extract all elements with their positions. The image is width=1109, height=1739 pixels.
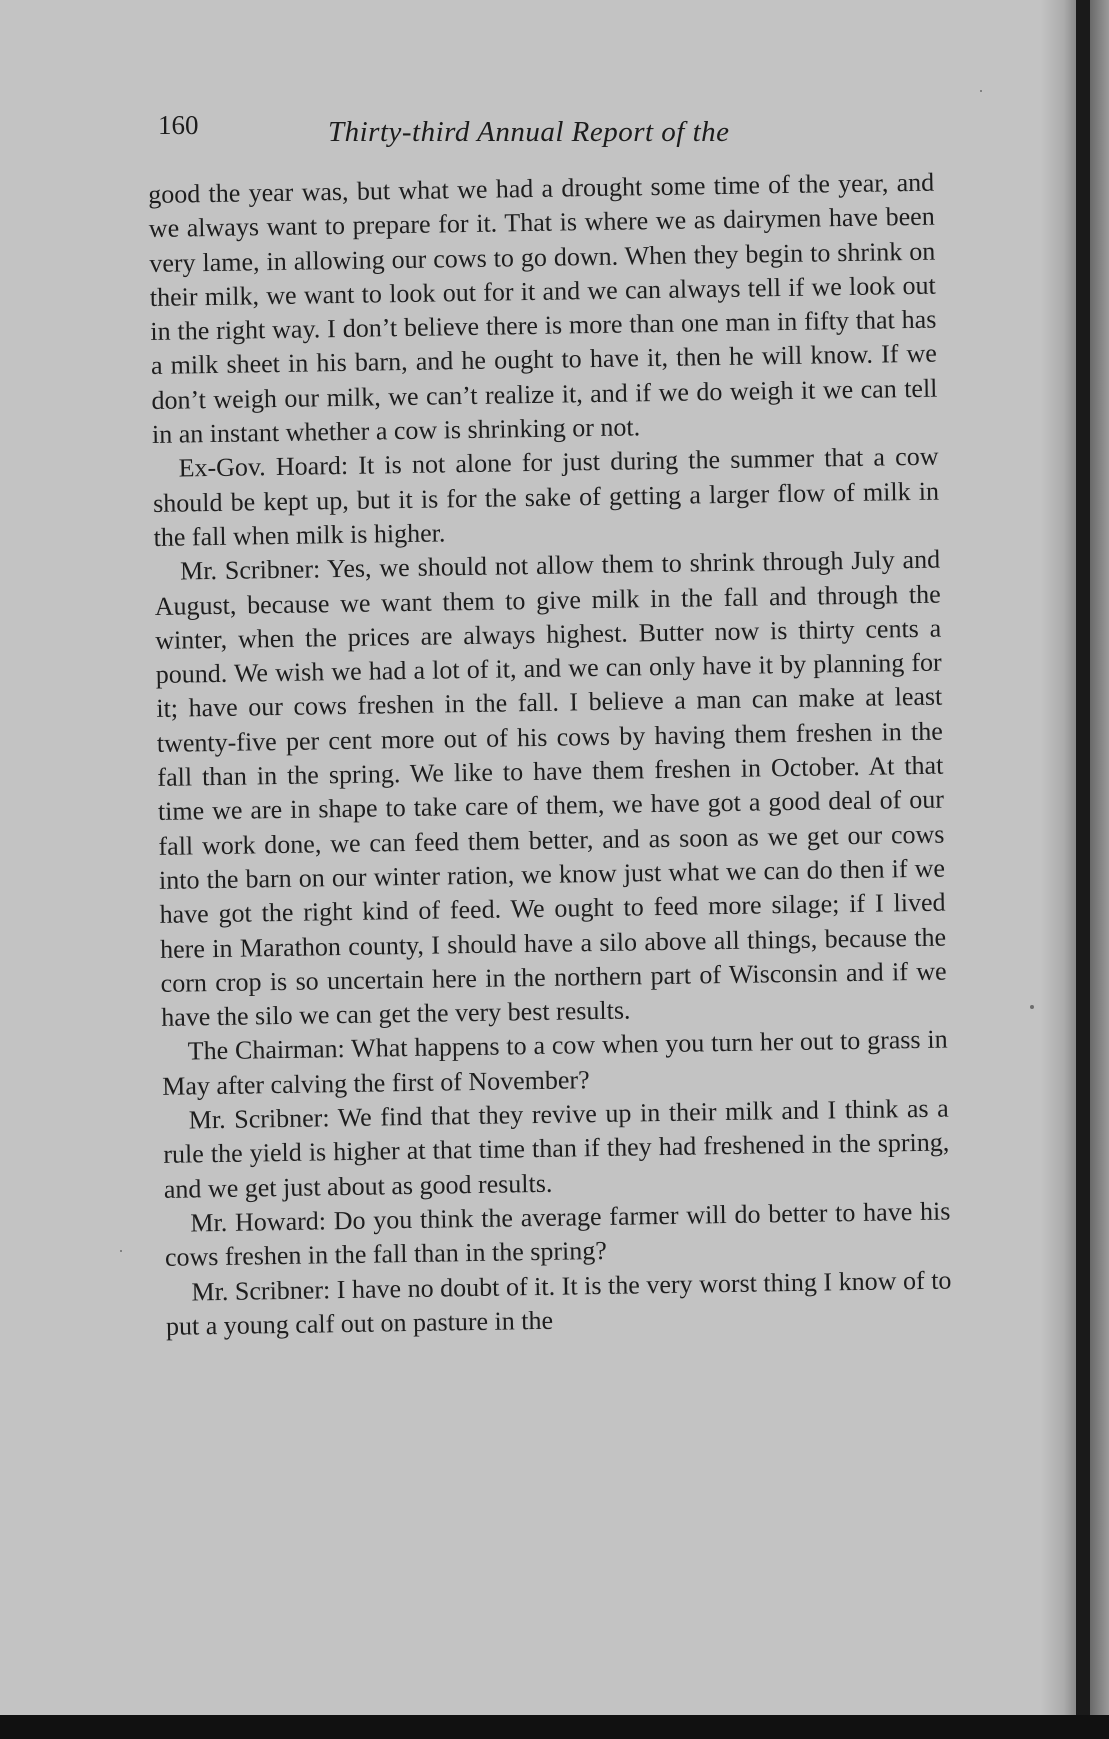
paragraph bbox=[163, 1092, 951, 1207]
speaker-name: The Chairman: bbox=[187, 1034, 345, 1066]
page-number: 160 bbox=[158, 110, 199, 140]
paragraph-text: I have no doubt of it. It is the very worst thing I know of to put a young calf out on pasture in the bbox=[165, 1265, 952, 1341]
paragraph bbox=[152, 440, 940, 555]
paragraph bbox=[165, 1263, 952, 1344]
speaker-name: Mr. Howard: bbox=[190, 1206, 327, 1238]
speaker-name: Mr. Scribner: bbox=[191, 1274, 331, 1306]
paragraph bbox=[148, 166, 938, 453]
speaker-name: Mr. Scribner: bbox=[179, 554, 321, 586]
ink-speck bbox=[1030, 1005, 1034, 1009]
scan-bottom-border bbox=[0, 1715, 1109, 1739]
paragraph-text: good the year was, but what we had a drought some time of the year, and we always want to prepare for it. That is where we as dairymen have been very lame, in allowing our cows to go down. When they begin to shrink on their milk, we want to look out for it and we can always tell if we look out in the right way. I don’t believe there is more than one man in fifty that has a milk sheet in his barn, and he ought to have it, then he will know. If we don’t weigh our milk, we can’t realize it, and if we do weigh it we can tell in an instant whether a cow is shrinking or not. bbox=[148, 167, 938, 450]
paragraph-text: It is not alone for just during the summer that a cow should be kept up, but it is for the sake of getting a larger flow of milk in the fall when milk is higher. bbox=[152, 441, 940, 552]
page-header bbox=[158, 108, 938, 154]
book-binding bbox=[1076, 0, 1090, 1739]
paragraph-text: Do you think the average farmer will do better to have his cows freshen in the fall than in the spring? bbox=[164, 1196, 951, 1273]
paragraph-text: What happens to a cow when you turn her out to grass in May after calving the first of November? bbox=[162, 1024, 948, 1101]
paragraph bbox=[164, 1194, 951, 1275]
speaker-name: Ex-Gov. Hoard: bbox=[178, 451, 349, 483]
ink-speck bbox=[980, 90, 982, 92]
paragraph bbox=[161, 1023, 948, 1104]
paragraph-text: Yes, we should not allow them to shrink through July and August, because we want them to give milk in the fall and through the winter, when the prices are always highest. Butter now is thirty cents a pound. We wish we had a lot of it, and we can only have it by planning for it; have our cows freshen in the fall. I believe a man can make at least twenty-five per cent more out of his cows by having them freshen in the fall than in the spring. We like to have them freshen in October. At that time we are in shape to take care of them, we have got a good deal of our fall work done, we can feed them better, and as soon as we get our cows into the barn on our winter ration, we know just what we can do then if we have got the right kind of feed. We ought to feed more silage; if I lived here in Marathon county, I should have a silo above all things, because the corn crop is so uncertain here in the northern part of Wisconsin and if we have the silo we can get the very best results. bbox=[154, 544, 947, 1033]
binding-edge bbox=[1090, 0, 1109, 1739]
gutter-shadow bbox=[1040, 0, 1080, 1715]
paragraph-text: We find that they revive up in their milk and I think as a rule the yield is higher at that time than if they had freshened in the spring, and we get just about as good results. bbox=[163, 1093, 950, 1204]
ink-speck bbox=[120, 1250, 122, 1252]
paragraph bbox=[154, 543, 947, 1035]
body-text bbox=[148, 166, 952, 1344]
running-head: Thirty-third Annual Report of the bbox=[328, 116, 730, 148]
speaker-name: Mr. Scribner: bbox=[188, 1103, 330, 1135]
